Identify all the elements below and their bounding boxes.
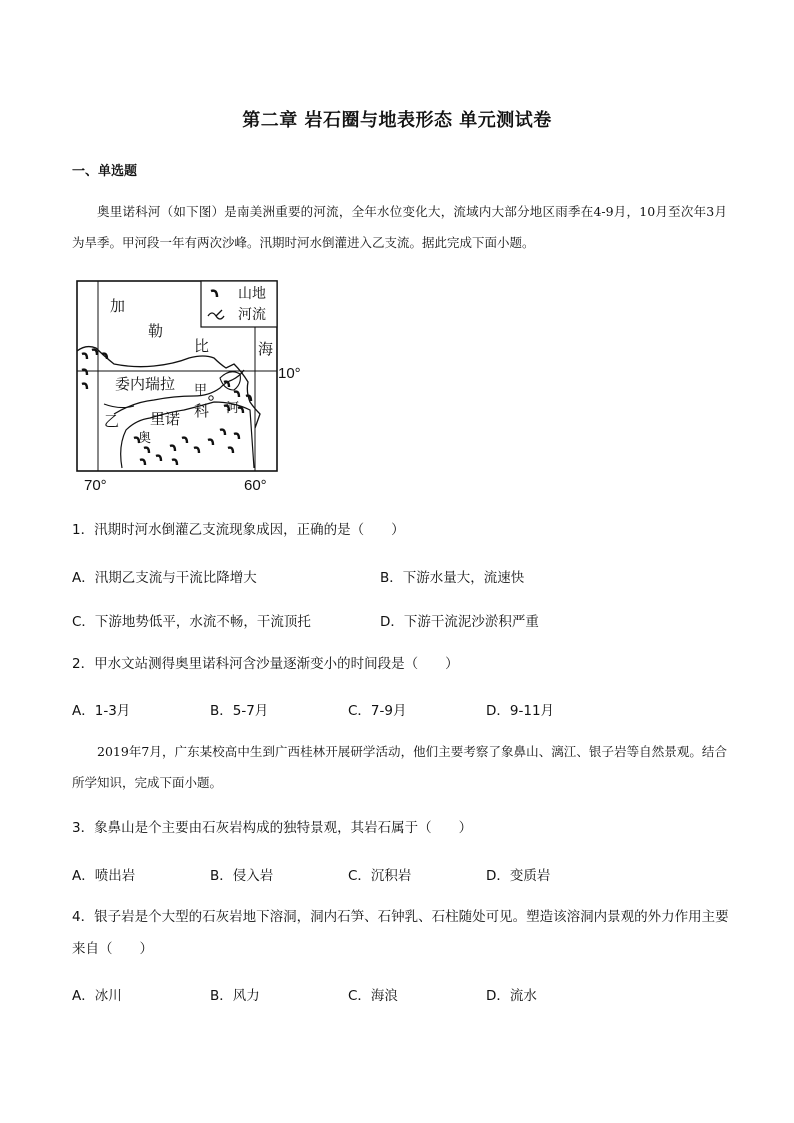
map-label: 勒 <box>148 323 164 340</box>
passage-guilin: 2019年7月，广东某校高中生到广西桂林开展研学活动，他们主要考察了象鼻山、漓江、银子岩等自然景观。结合所学知识，完成下面小题。 <box>72 744 727 790</box>
option-4d[interactable]: D．流水 <box>486 988 537 1004</box>
orinoco-map <box>74 278 301 498</box>
option-3b[interactable]: B．侵入岩 <box>210 868 274 884</box>
option-1b[interactable]: B．下游水量大，流速快 <box>380 570 525 586</box>
map-label: 乙 <box>104 413 120 430</box>
section-heading: 一、单选题 <box>72 164 138 179</box>
question-1: 1．汛期时河水倒灌乙支流现象成因，正确的是（ ） <box>72 522 405 538</box>
option-2b[interactable]: B．5-7月 <box>210 703 269 719</box>
passage-orinoco: 奥里诺科河（如下图）是南美洲重要的河流，全年水位变化大，流域内大部分地区雨季在4-9月，10月至次年3月为旱季。甲河段一年有两次沙峰。汛期时河水倒灌进入乙支流。据此完成下面小题。 <box>72 204 727 250</box>
map-label: 奥 <box>138 430 152 445</box>
option-3a[interactable]: A．喷出岩 <box>72 868 136 884</box>
option-3c[interactable]: C．沉积岩 <box>348 868 412 884</box>
latitude-label: 10° <box>278 365 301 382</box>
map-label: 海 <box>258 341 274 358</box>
option-3d[interactable]: D．变质岩 <box>486 868 551 884</box>
question-2: 2．甲水文站测得奥里诺科河含沙量逐渐变小的时间段是（ ） <box>72 656 459 672</box>
map-label: 比 <box>194 338 210 355</box>
option-4b[interactable]: B．风力 <box>210 988 260 1004</box>
option-1a[interactable]: A．汛期乙支流与干流比降增大 <box>72 570 257 586</box>
question-4: 4．银子岩是个大型的石灰岩地下溶洞，洞内石笋、石钟乳、石柱随处可见。塑造该溶洞内景观的外力作用主要来自（ ） <box>72 909 729 957</box>
map-label: 加 <box>110 298 126 315</box>
map-label: 科 <box>194 403 210 420</box>
option-2a[interactable]: A．1-3月 <box>72 703 131 719</box>
map-label: 甲 <box>194 382 208 397</box>
option-2c[interactable]: C．7-9月 <box>348 703 407 719</box>
option-2d[interactable]: D．9-11月 <box>486 703 555 719</box>
page-title: 第二章 岩石圈与地表形态 单元测试卷 <box>242 110 552 131</box>
option-1c[interactable]: C．下游地势低平，水流不畅，干流顶托 <box>72 614 311 630</box>
option-4a[interactable]: A．冰川 <box>72 988 122 1004</box>
map-label: 河 <box>226 400 240 415</box>
map-label: 里诺 <box>150 411 181 428</box>
legend-label: 山地 <box>238 285 266 301</box>
longitude-label: 60° <box>244 477 267 494</box>
question-3: 3．象鼻山是个主要由石灰岩构成的独特景观，其岩石属于（ ） <box>72 820 473 836</box>
option-4c[interactable]: C．海浪 <box>348 988 398 1004</box>
option-1d[interactable]: D．下游干流泥沙淤积严重 <box>380 614 539 630</box>
legend-label: 河流 <box>238 306 266 322</box>
map-label: 委内瑞拉 <box>115 376 176 393</box>
longitude-label: 70° <box>84 477 107 494</box>
